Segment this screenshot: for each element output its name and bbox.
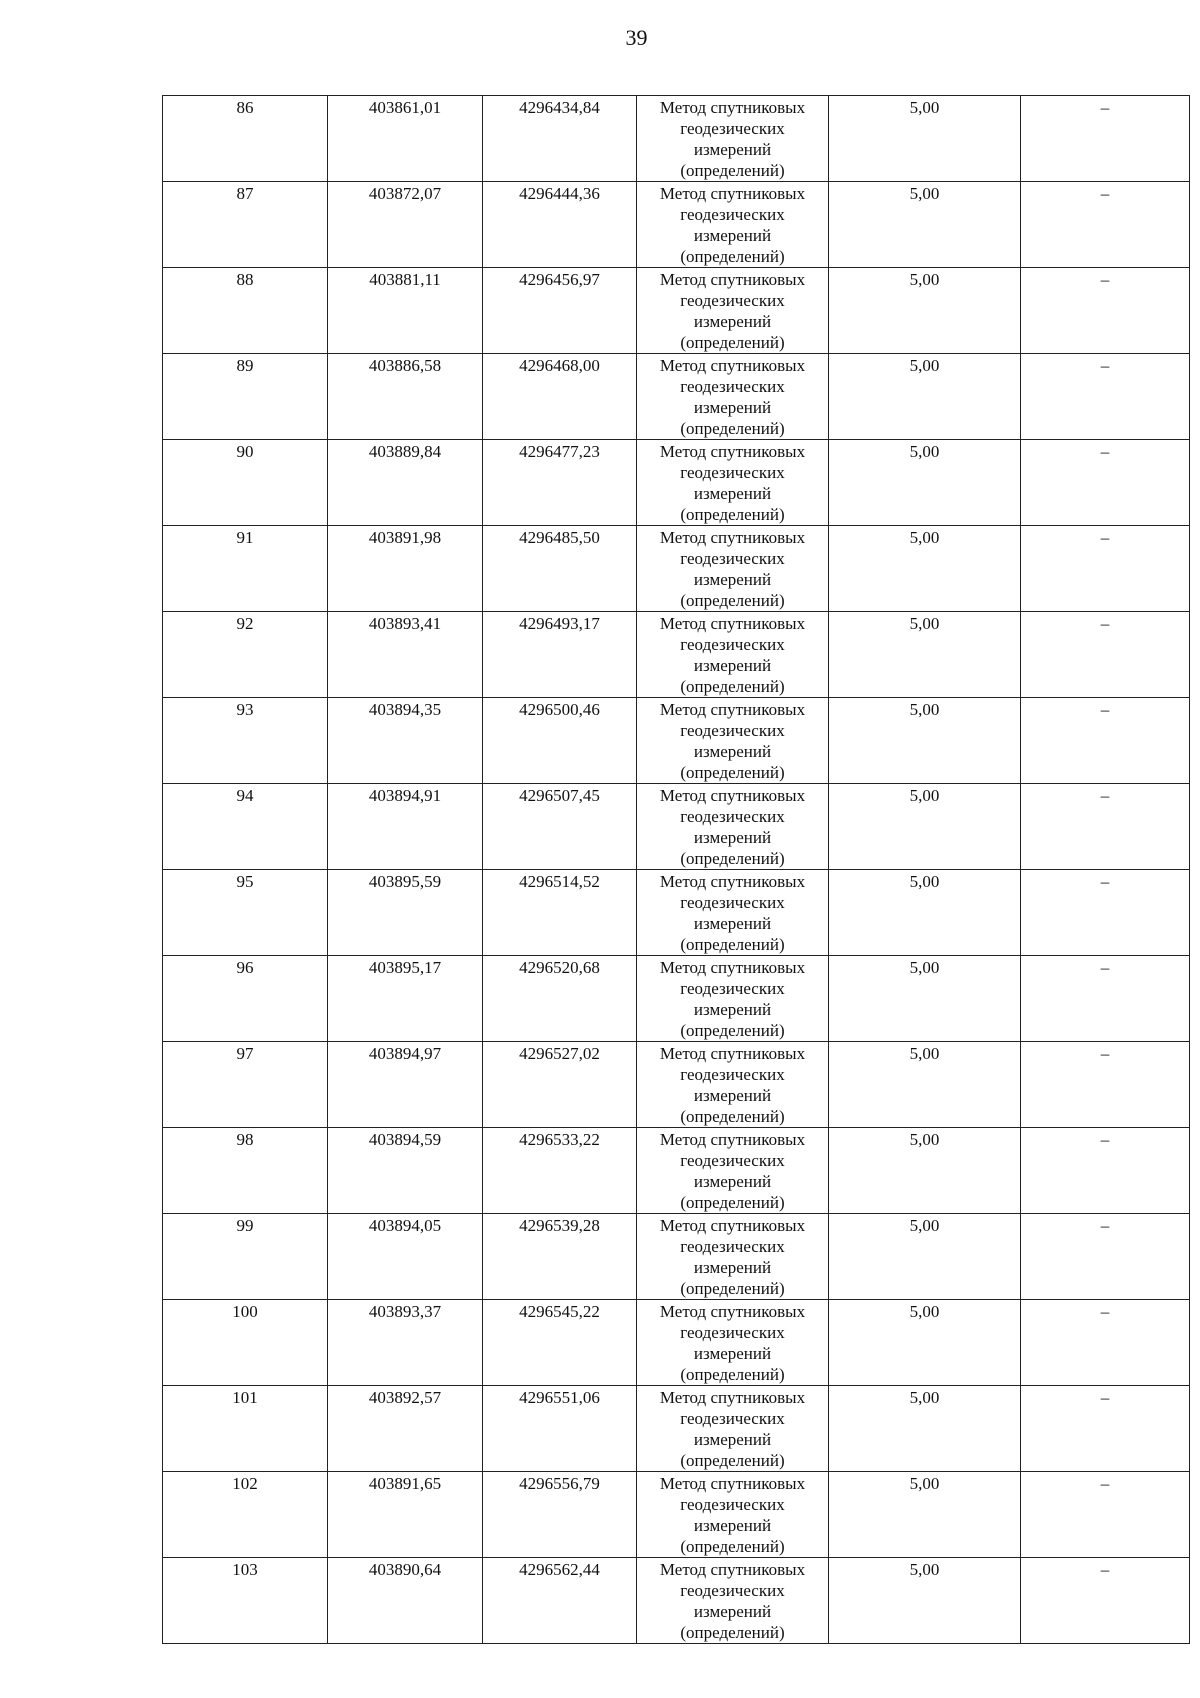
method-text-line: геодезических [680, 291, 785, 310]
x-coordinate-cell: 403881,11 [328, 268, 483, 354]
method-text-line: Метод спутниковых [659, 614, 806, 633]
x-coordinate-cell: 403872,07 [328, 182, 483, 268]
table-row [163, 612, 1190, 698]
method-text-line: Метод спутниковых [659, 1216, 806, 1235]
y-coordinate-cell: 4296545,22 [483, 1300, 637, 1386]
method-cell [637, 354, 829, 440]
method-text-line: (определений) [680, 1451, 785, 1470]
point-number-cell: 90 [163, 440, 328, 526]
point-number-cell: 102 [163, 1472, 328, 1558]
accuracy-cell: 5,00 [829, 1128, 1021, 1214]
method-text-line: геодезических [680, 635, 785, 654]
point-number-cell: 100 [163, 1300, 328, 1386]
method-text-line: геодезических [680, 807, 785, 826]
description-cell: – [1021, 526, 1190, 612]
point-number-cell: 91 [163, 526, 328, 612]
method-text-line: Метод спутниковых [659, 1388, 806, 1407]
y-coordinate-cell: 4296539,28 [483, 1214, 637, 1300]
method-text-line: геодезических [680, 1495, 785, 1514]
point-number-cell: 98 [163, 1128, 328, 1214]
method-cell [637, 268, 829, 354]
description-cell: – [1021, 1128, 1190, 1214]
method-text-line: измерений [693, 1086, 772, 1105]
method-text-line: геодезических [680, 205, 785, 224]
method-text-line: измерений [693, 312, 772, 331]
accuracy-cell: 5,00 [829, 1386, 1021, 1472]
method-text-line: (определений) [680, 247, 785, 266]
method-text-line: (определений) [680, 505, 785, 524]
y-coordinate-cell: 4296514,52 [483, 870, 637, 956]
accuracy-cell: 5,00 [829, 268, 1021, 354]
accuracy-cell: 5,00 [829, 440, 1021, 526]
method-text-line: (определений) [680, 677, 785, 696]
y-coordinate-cell: 4296562,44 [483, 1558, 637, 1644]
method-text-line: Метод спутниковых [659, 872, 806, 891]
method-text-line: Метод спутниковых [659, 700, 806, 719]
x-coordinate-cell: 403894,59 [328, 1128, 483, 1214]
description-cell: – [1021, 1214, 1190, 1300]
y-coordinate-cell: 4296551,06 [483, 1386, 637, 1472]
method-cell [637, 784, 829, 870]
x-coordinate-cell: 403893,37 [328, 1300, 483, 1386]
point-number-cell: 86 [163, 96, 328, 182]
method-text-line: (определений) [680, 763, 785, 782]
method-cell [637, 956, 829, 1042]
y-coordinate-cell: 4296434,84 [483, 96, 637, 182]
y-coordinate-cell: 4296520,68 [483, 956, 637, 1042]
method-cell [637, 1558, 829, 1644]
method-text-line: измерений [693, 140, 772, 159]
description-cell: – [1021, 96, 1190, 182]
method-cell [637, 1300, 829, 1386]
method-text-line: измерений [693, 226, 772, 245]
method-text-line: геодезических [680, 893, 785, 912]
x-coordinate-cell: 403893,41 [328, 612, 483, 698]
x-coordinate-cell: 403891,65 [328, 1472, 483, 1558]
method-text-line: Метод спутниковых [659, 98, 806, 117]
method-text-line: геодезических [680, 1409, 785, 1428]
accuracy-cell: 5,00 [829, 612, 1021, 698]
coordinates-table-body [163, 96, 1190, 1644]
description-cell: – [1021, 1300, 1190, 1386]
table-row [163, 1042, 1190, 1128]
x-coordinate-cell: 403895,59 [328, 870, 483, 956]
table-row [163, 1386, 1190, 1472]
accuracy-cell: 5,00 [829, 1558, 1021, 1644]
point-number-cell: 95 [163, 870, 328, 956]
accuracy-cell: 5,00 [829, 1042, 1021, 1128]
method-text-line: геодезических [680, 463, 785, 482]
method-text-line: Метод спутниковых [659, 184, 806, 203]
table-row [163, 268, 1190, 354]
description-cell: – [1021, 784, 1190, 870]
method-text-line: геодезических [680, 377, 785, 396]
method-cell [637, 526, 829, 612]
method-text-line: измерений [693, 828, 772, 847]
point-number-cell: 87 [163, 182, 328, 268]
y-coordinate-cell: 4296500,46 [483, 698, 637, 784]
point-number-cell: 92 [163, 612, 328, 698]
method-cell [637, 612, 829, 698]
method-cell [637, 698, 829, 784]
point-number-cell: 103 [163, 1558, 328, 1644]
x-coordinate-cell: 403891,98 [328, 526, 483, 612]
method-text-line: геодезических [680, 1151, 785, 1170]
accuracy-cell: 5,00 [829, 784, 1021, 870]
point-number-cell: 97 [163, 1042, 328, 1128]
y-coordinate-cell: 4296456,97 [483, 268, 637, 354]
x-coordinate-cell: 403892,57 [328, 1386, 483, 1472]
point-number-cell: 93 [163, 698, 328, 784]
description-cell: – [1021, 440, 1190, 526]
x-coordinate-cell: 403861,01 [328, 96, 483, 182]
method-text-line: Метод спутниковых [659, 528, 806, 547]
method-text-line: Метод спутниковых [659, 1560, 806, 1579]
description-cell: – [1021, 1558, 1190, 1644]
table-row [163, 526, 1190, 612]
method-text-line: измерений [693, 1258, 772, 1277]
method-text-line: Метод спутниковых [659, 786, 806, 805]
accuracy-cell: 5,00 [829, 1214, 1021, 1300]
table-row [163, 1472, 1190, 1558]
method-text-line: измерений [693, 398, 772, 417]
method-text-line: измерений [693, 1602, 772, 1621]
method-text-line: Метод спутниковых [659, 442, 806, 461]
x-coordinate-cell: 403894,05 [328, 1214, 483, 1300]
method-cell [637, 1042, 829, 1128]
accuracy-cell: 5,00 [829, 698, 1021, 784]
method-text-line: Метод спутниковых [659, 356, 806, 375]
method-text-line: геодезических [680, 549, 785, 568]
y-coordinate-cell: 4296507,45 [483, 784, 637, 870]
method-text-line: измерений [693, 656, 772, 675]
method-text-line: измерений [693, 914, 772, 933]
accuracy-cell: 5,00 [829, 354, 1021, 440]
description-cell: – [1021, 870, 1190, 956]
method-text-line: геодезических [680, 1237, 785, 1256]
y-coordinate-cell: 4296527,02 [483, 1042, 637, 1128]
method-text-line: измерений [693, 742, 772, 761]
point-number-cell: 99 [163, 1214, 328, 1300]
table-row [163, 870, 1190, 956]
method-text-line: измерений [693, 1516, 772, 1535]
method-text-line: геодезических [680, 1323, 785, 1342]
table-row [163, 784, 1190, 870]
method-text-line: Метод спутниковых [659, 270, 806, 289]
method-cell [637, 96, 829, 182]
table-row [163, 1214, 1190, 1300]
accuracy-cell: 5,00 [829, 96, 1021, 182]
point-number-cell: 101 [163, 1386, 328, 1472]
description-cell: – [1021, 1386, 1190, 1472]
page-number: 39 [625, 25, 648, 50]
y-coordinate-cell: 4296468,00 [483, 354, 637, 440]
point-number-cell: 88 [163, 268, 328, 354]
method-text-line: измерений [693, 1344, 772, 1363]
accuracy-cell: 5,00 [829, 956, 1021, 1042]
method-text-line: (определений) [680, 935, 785, 954]
method-text-line: Метод спутниковых [659, 1474, 806, 1493]
x-coordinate-cell: 403895,17 [328, 956, 483, 1042]
method-text-line: Метод спутниковых [659, 1130, 806, 1149]
method-cell [637, 1386, 829, 1472]
accuracy-cell: 5,00 [829, 1300, 1021, 1386]
description-cell: – [1021, 698, 1190, 784]
method-cell [637, 440, 829, 526]
method-text-line: геодезических [680, 721, 785, 740]
description-cell: – [1021, 182, 1190, 268]
x-coordinate-cell: 403894,97 [328, 1042, 483, 1128]
description-cell: – [1021, 354, 1190, 440]
method-text-line: геодезических [680, 119, 785, 138]
y-coordinate-cell: 4296485,50 [483, 526, 637, 612]
method-text-line: Метод спутниковых [659, 1044, 806, 1063]
accuracy-cell: 5,00 [829, 182, 1021, 268]
method-text-line: измерений [693, 1430, 772, 1449]
accuracy-cell: 5,00 [829, 1472, 1021, 1558]
method-text-line: (определений) [680, 591, 785, 610]
method-cell [637, 1128, 829, 1214]
y-coordinate-cell: 4296477,23 [483, 440, 637, 526]
method-text-line: (определений) [680, 333, 785, 352]
accuracy-cell: 5,00 [829, 870, 1021, 956]
coordinates-table [162, 95, 1190, 1644]
method-text-line: измерений [693, 1172, 772, 1191]
description-cell: – [1021, 1472, 1190, 1558]
table-row [163, 1128, 1190, 1214]
method-text-line: Метод спутниковых [659, 1302, 806, 1321]
method-text-line: (определений) [680, 1193, 785, 1212]
table-row [163, 1300, 1190, 1386]
method-text-line: геодезических [680, 1065, 785, 1084]
method-text-line: (определений) [680, 1107, 785, 1126]
method-text-line: измерений [693, 484, 772, 503]
table-row [163, 182, 1190, 268]
method-cell [637, 1472, 829, 1558]
method-text-line: (определений) [680, 849, 785, 868]
method-text-line: измерений [693, 1000, 772, 1019]
table-row [163, 440, 1190, 526]
method-text-line: (определений) [680, 1537, 785, 1556]
method-cell [637, 182, 829, 268]
method-text-line: геодезических [680, 979, 785, 998]
x-coordinate-cell: 403886,58 [328, 354, 483, 440]
point-number-cell: 94 [163, 784, 328, 870]
method-text-line: (определений) [680, 419, 785, 438]
x-coordinate-cell: 403889,84 [328, 440, 483, 526]
y-coordinate-cell: 4296533,22 [483, 1128, 637, 1214]
table-row [163, 956, 1190, 1042]
x-coordinate-cell: 403894,91 [328, 784, 483, 870]
method-cell [637, 1214, 829, 1300]
method-text-line: (определений) [680, 161, 785, 180]
method-text-line: (определений) [680, 1279, 785, 1298]
accuracy-cell: 5,00 [829, 526, 1021, 612]
method-text-line: (определений) [680, 1623, 785, 1642]
method-text-line: измерений [693, 570, 772, 589]
table-row [163, 1558, 1190, 1644]
point-number-cell: 96 [163, 956, 328, 1042]
x-coordinate-cell: 403890,64 [328, 1558, 483, 1644]
description-cell: – [1021, 268, 1190, 354]
table-row [163, 354, 1190, 440]
method-text-line: (определений) [680, 1365, 785, 1384]
description-cell: – [1021, 956, 1190, 1042]
y-coordinate-cell: 4296444,36 [483, 182, 637, 268]
method-text-line: Метод спутниковых [659, 958, 806, 977]
description-cell: – [1021, 1042, 1190, 1128]
table-row [163, 96, 1190, 182]
point-number-cell: 89 [163, 354, 328, 440]
x-coordinate-cell: 403894,35 [328, 698, 483, 784]
y-coordinate-cell: 4296493,17 [483, 612, 637, 698]
description-cell: – [1021, 612, 1190, 698]
table-row [163, 698, 1190, 784]
method-text-line: геодезических [680, 1581, 785, 1600]
method-text-line: (определений) [680, 1021, 785, 1040]
y-coordinate-cell: 4296556,79 [483, 1472, 637, 1558]
method-cell [637, 870, 829, 956]
